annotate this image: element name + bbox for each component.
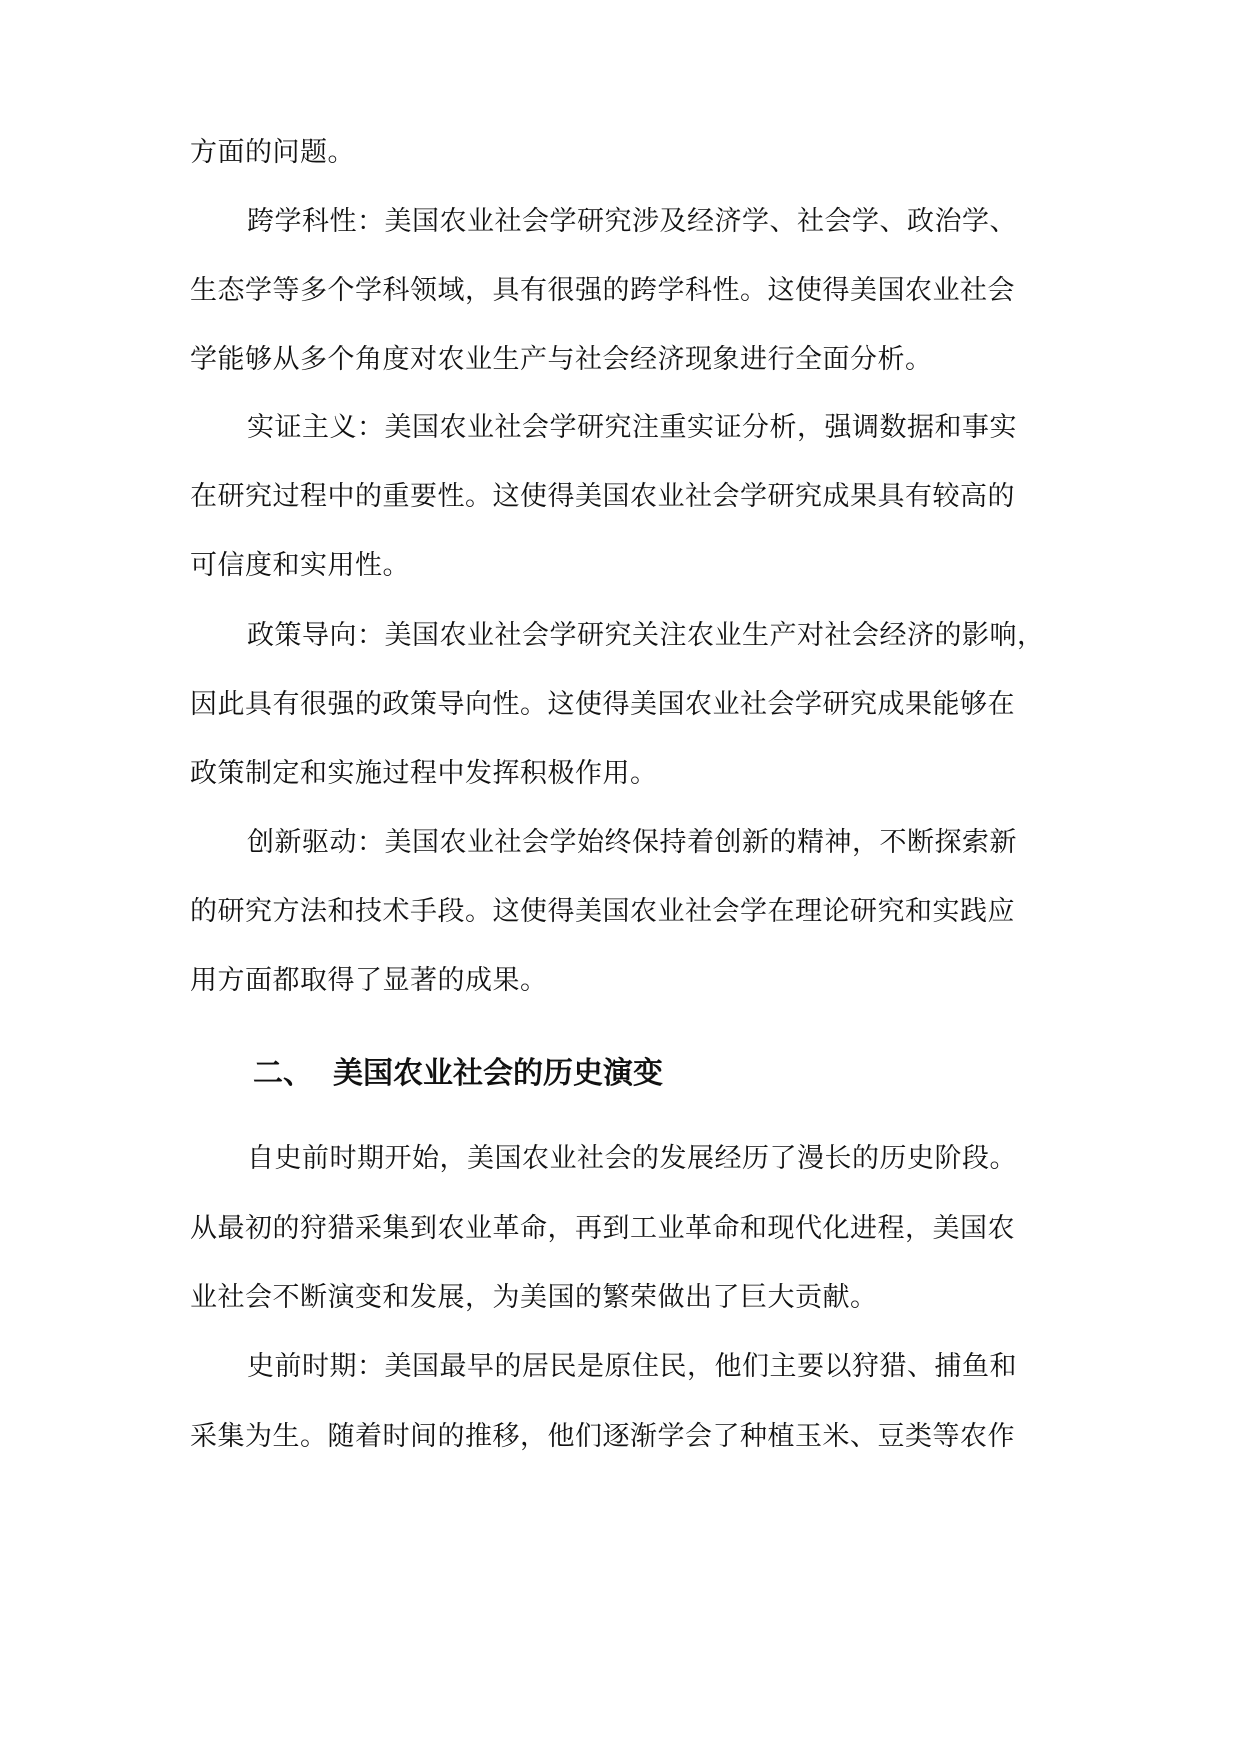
text-line: 史前时期：美国最早的居民是原住民，他们主要以狩猎、捕鱼和 <box>247 1351 1017 1382</box>
text-line: 学能够从多个角度对农业生产与社会经济现象进行全面分析。 <box>190 344 933 375</box>
section-heading <box>253 1052 1053 1096</box>
text-line: 业社会不断演变和发展，为美国的繁荣做出了巨大贡献。 <box>190 1282 878 1313</box>
text-line: 政策制定和实施过程中发挥积极作用。 <box>190 758 658 789</box>
text-line: 可信度和实用性。 <box>190 550 410 581</box>
section-number: 二、 <box>253 1056 313 1091</box>
text-line: 政策导向：美国农业社会学研究关注农业生产对社会经济的影响， <box>247 620 1045 651</box>
text-line: 创新驱动：美国农业社会学始终保持着创新的精神，不断探索新 <box>247 827 1017 858</box>
text-line: 方面的问题。 <box>190 137 355 168</box>
text-line: 因此具有很强的政策导向性。这使得美国农业社会学研究成果能够在 <box>190 689 1015 720</box>
text-line: 用方面都取得了显著的成果。 <box>190 965 548 996</box>
text-line: 生态学等多个学科领域，具有很强的跨学科性。这使得美国农业社会 <box>190 275 1015 306</box>
text-line: 在研究过程中的重要性。这使得美国农业社会学研究成果具有较高的 <box>190 481 1015 512</box>
section-title: 美国农业社会的历史演变 <box>333 1056 663 1091</box>
text-line: 实证主义：美国农业社会学研究注重实证分析，强调数据和事实 <box>247 412 1017 443</box>
text-line: 的研究方法和技术手段。这使得美国农业社会学在理论研究和实践应 <box>190 896 1015 927</box>
text-line: 跨学科性：美国农业社会学研究涉及经济学、社会学、政治学、 <box>247 206 1017 237</box>
text-line: 从最初的狩猎采集到农业革命，再到工业革命和现代化进程，美国农 <box>190 1213 1015 1244</box>
text-line: 采集为生。随着时间的推移，他们逐渐学会了种植玉米、豆类等农作 <box>190 1421 1015 1452</box>
text-line: 自史前时期开始，美国农业社会的发展经历了漫长的历史阶段。 <box>247 1143 1017 1174</box>
